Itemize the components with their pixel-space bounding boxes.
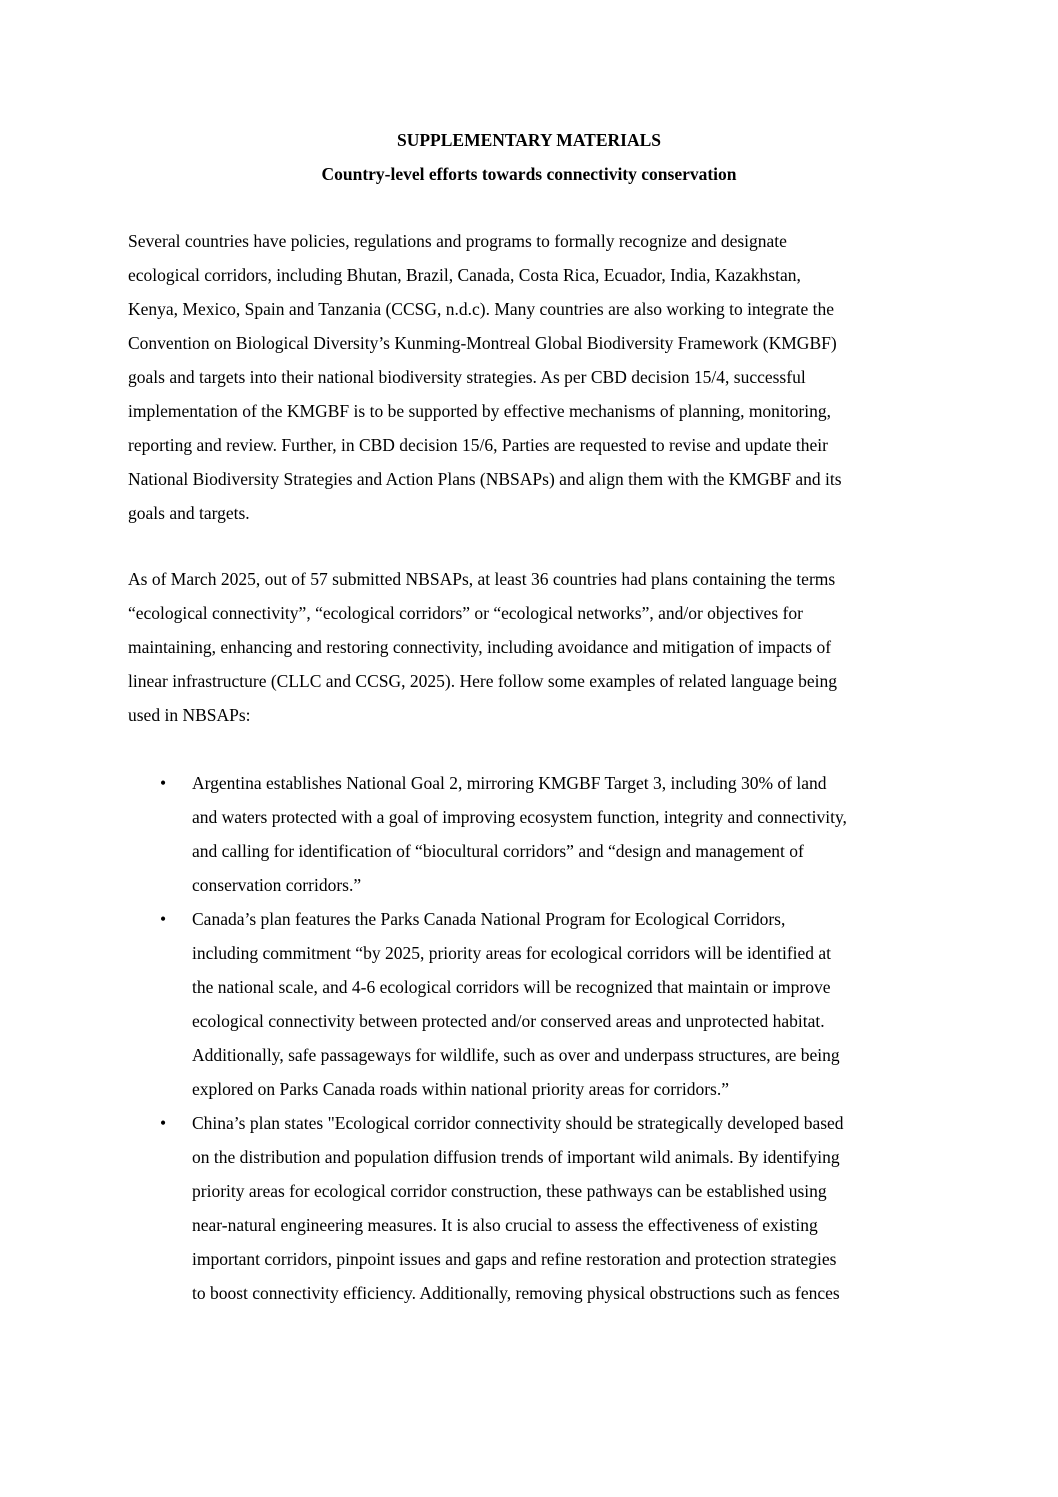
text-line: to boost connectivity efficiency. Additionally, removing physical obstructions such as fences [192,1283,840,1303]
text-line: “ecological connectivity”, “ecological corridors” or “ecological networks”, and/or objectives for [128,603,803,623]
text-line: important corridors, pinpoint issues and gaps and refine restoration and protection strategies [192,1249,837,1269]
text-line: maintaining, enhancing and restoring connectivity, including avoidance and mitigation of impacts of [128,637,832,657]
text-line: ecological corridors, including Bhutan, Brazil, Canada, Costa Rica, Ecuador, India, Kazakhstan, [128,265,801,285]
text-line: Convention on Biological Diversity’s Kunming-Montreal Global Biodiversity Framework (KMGBF) [128,333,837,353]
text-line: ecological connectivity between protected and/or conserved areas and unprotected habitat. [192,1011,825,1031]
text-line: As of March 2025, out of 57 submitted NBSAPs, at least 36 countries had plans containing the terms [128,569,836,589]
text-line: including commitment “by 2025, priority areas for ecological corridors will be identified at [192,943,832,963]
text-line: Canada’s plan features the Parks Canada National Program for Ecological Corridors, [192,909,786,929]
bullet-icon: • [160,909,167,929]
text-line: goals and targets. [128,503,250,523]
text-line: on the distribution and population diffusion trends of important wild animals. By identifying [192,1147,840,1167]
text-line: conservation corridors.” [192,875,362,895]
bullet-icon: • [160,1113,167,1133]
text-line: priority areas for ecological corridor construction, these pathways can be established using [192,1181,827,1201]
text-line: implementation of the KMGBF is to be supported by effective mechanisms of planning, monitoring, [128,401,831,421]
text-line: China’s plan states "Ecological corridor connectivity should be strategically developed based [192,1113,844,1133]
bullet-icon: • [160,773,167,793]
document-heading: SUPPLEMENTARY MATERIALS [396,130,661,150]
text-line: used in NBSAPs: [128,705,251,725]
text-line: Additionally, safe passageways for wildlife, such as over and underpass structures, are being [192,1045,840,1065]
text-line: near-natural engineering measures. It is also crucial to assess the effectiveness of existing [192,1215,818,1235]
document-subheading: Country-level efforts towards connectivity conservation [321,164,737,184]
text-line: linear infrastructure (CLLC and CCSG, 2025). Here follow some examples of related language being [128,671,838,691]
text-line: goals and targets into their national biodiversity strategies. As per CBD decision 15/4, successful [128,367,806,387]
text-line: Kenya, Mexico, Spain and Tanzania (CCSG, n.d.c). Many countries are also working to integrate the [128,299,835,319]
text-line: the national scale, and 4-6 ecological corridors will be recognized that maintain or improve [192,977,831,997]
text-line: reporting and review. Further, in CBD decision 15/6, Parties are requested to revise and update their [128,435,828,455]
text-line: Argentina establishes National Goal 2, mirroring KMGBF Target 3, including 30% of land [192,773,827,793]
text-line: explored on Parks Canada roads within national priority areas for corridors.” [192,1079,729,1099]
text-line: Several countries have policies, regulations and programs to formally recognize and designate [128,231,787,251]
text-line: and waters protected with a goal of improving ecosystem function, integrity and connectivity, [192,807,847,827]
text-line: National Biodiversity Strategies and Action Plans (NBSAPs) and align them with the KMGBF and its [128,469,842,489]
text-line: and calling for identification of “biocultural corridors” and “design and management of [192,841,804,861]
